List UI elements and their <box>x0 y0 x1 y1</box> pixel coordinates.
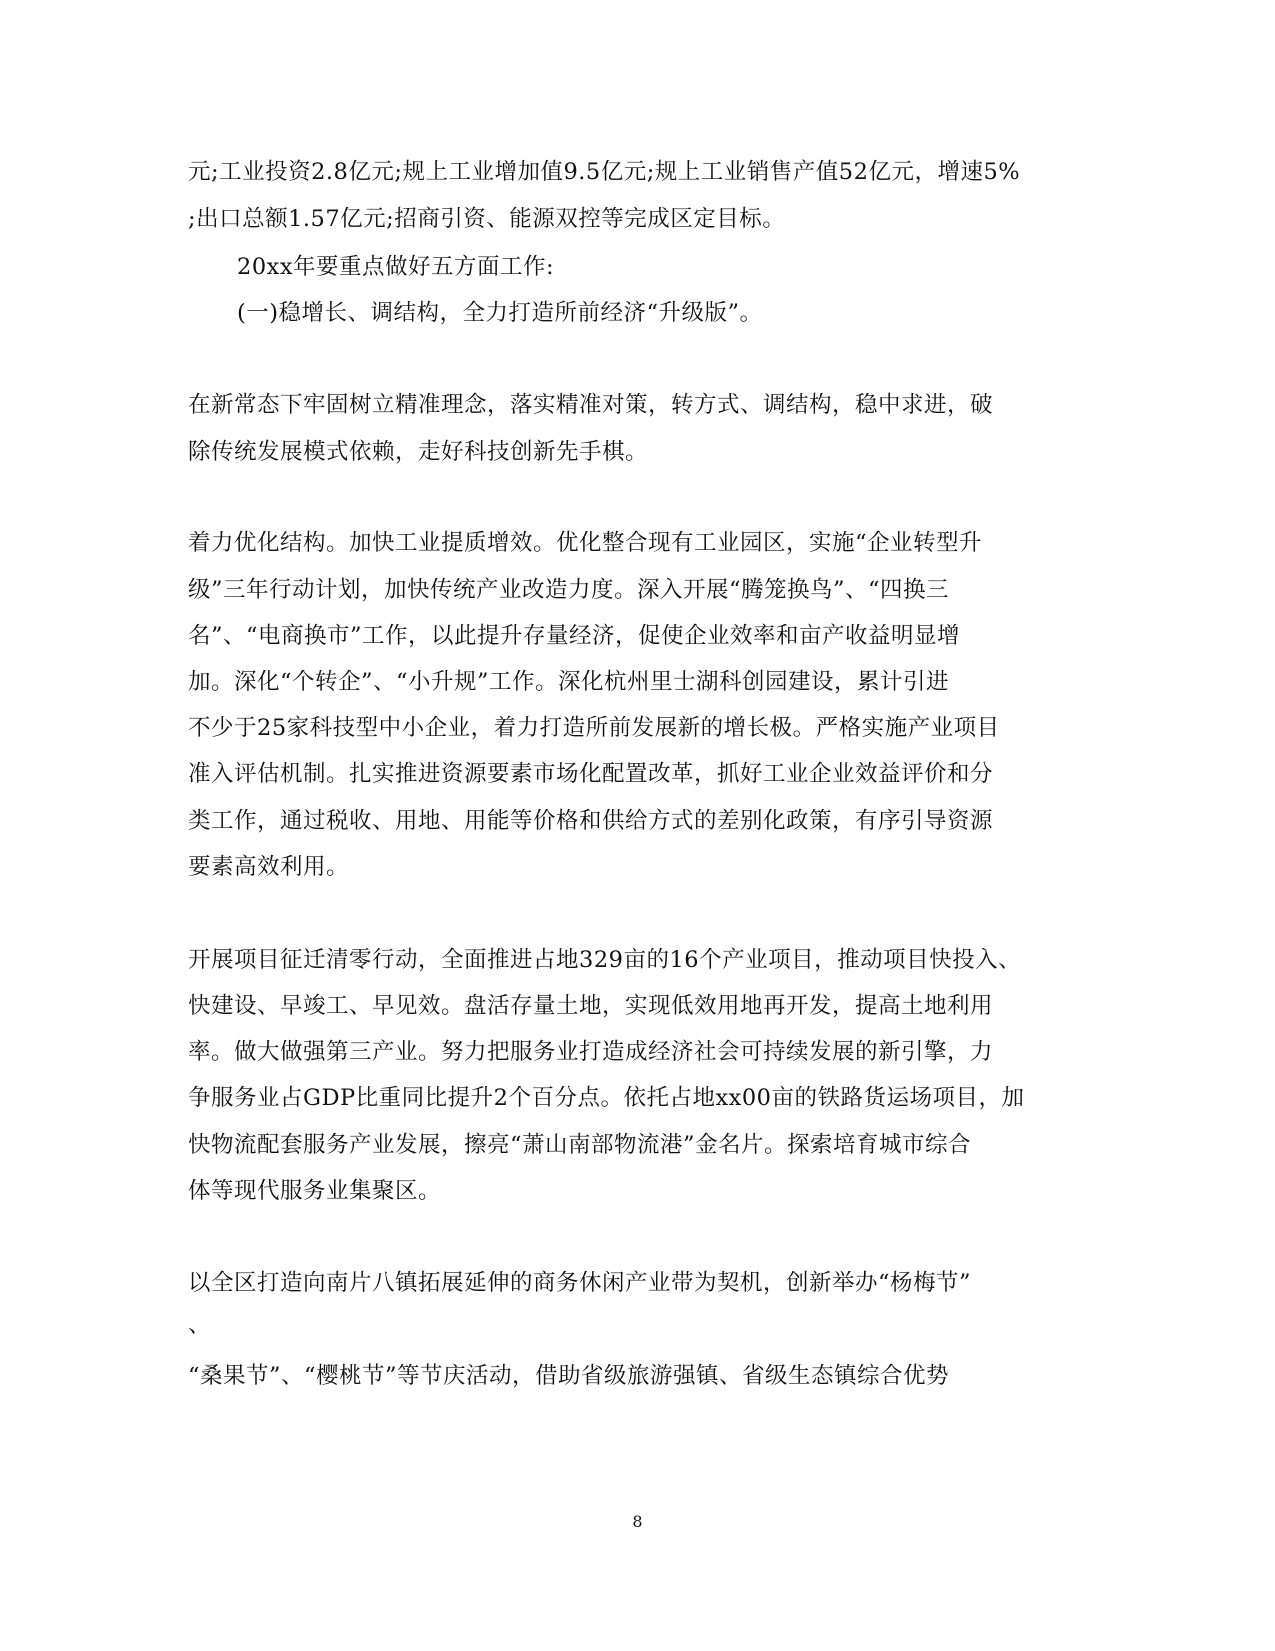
text-line: 元;工业投资2.8亿元;规上工业增加值9.5亿元;规上工业销售产值52亿元，增速5% <box>188 159 1021 185</box>
text-line: 率。做大做强第三产业。努力把服务业打造成经济社会可持续发展的新引擎，力 <box>188 1039 994 1065</box>
text-line: 在新常态下牢固树立精准理念，落实精准对策，转方式、调结构，稳中求进，破 <box>188 392 994 418</box>
text-line: 除传统发展模式依赖，走好科技创新先手棋。 <box>188 439 649 465</box>
text-line: 快物流配套服务产业发展，擦亮“萧山南部物流港”金名片。探索培育城市综合 <box>188 1132 972 1158</box>
text-line: “桑果节”、“樱桃节”等节庆活动，借助省级旅游强镇、省级生态镇综合优势 <box>188 1363 950 1389</box>
text-line: 不少于25家科技型中小企业，着力打造所前发展新的增长极。严格实施产业项目 <box>188 715 1000 741</box>
text-line: 以全区打造向南片八镇拓展延伸的商务休闲产业带为契机，创新举办“杨梅节” <box>188 1270 972 1296</box>
text-line: 争服务业占GDP比重同比提升2个百分点。依托占地xx00亩的铁路货运场项目，加 <box>188 1085 1025 1111</box>
section-heading: (一)稳增长、调结构，全力打造所前经济“升级版”。 <box>237 300 763 326</box>
text-line: 着力优化结构。加快工业提质增效。优化整合现有工业园区，实施“企业转型升 <box>188 530 983 556</box>
text-line: 类工作，通过税收、用地、用能等价格和供给方式的差别化政策，有序引导资源 <box>188 808 994 834</box>
text-line: 级”三年行动计划，加快传统产业改造力度。深入开展“腾笼换鸟”、“四换三 <box>188 577 950 603</box>
page-number: 8 <box>632 1512 643 1531</box>
text-line: 、 <box>188 1312 212 1338</box>
text-line: 快建设、早竣工、早见效。盘活存量土地，实现低效用地再开发，提高土地利用 <box>188 993 994 1019</box>
text-line: 开展项目征迁清零行动，全面推进占地329亩的16个产业项目，推动项目快投入、 <box>188 947 1022 973</box>
text-line: 要素高效利用。 <box>188 854 350 880</box>
text-line: 20xx年要重点做好五方面工作: <box>237 254 555 280</box>
text-line: 名”、“电商换市”工作，以此提升存量经济，促使企业效率和亩产收益明显增 <box>188 623 961 649</box>
text-line: 体等现代服务业集聚区。 <box>188 1178 442 1204</box>
text-line: 准入评估机制。扎实推进资源要素市场化配置改革，抓好工业企业效益评价和分 <box>188 761 994 787</box>
text-line: 加。深化“个转企”、“小升规”工作。深化杭州里士湖科创园建设，累计引进 <box>188 669 950 695</box>
text-line: ;出口总额1.57亿元;招商引资、能源双控等完成区定目标。 <box>188 206 786 232</box>
